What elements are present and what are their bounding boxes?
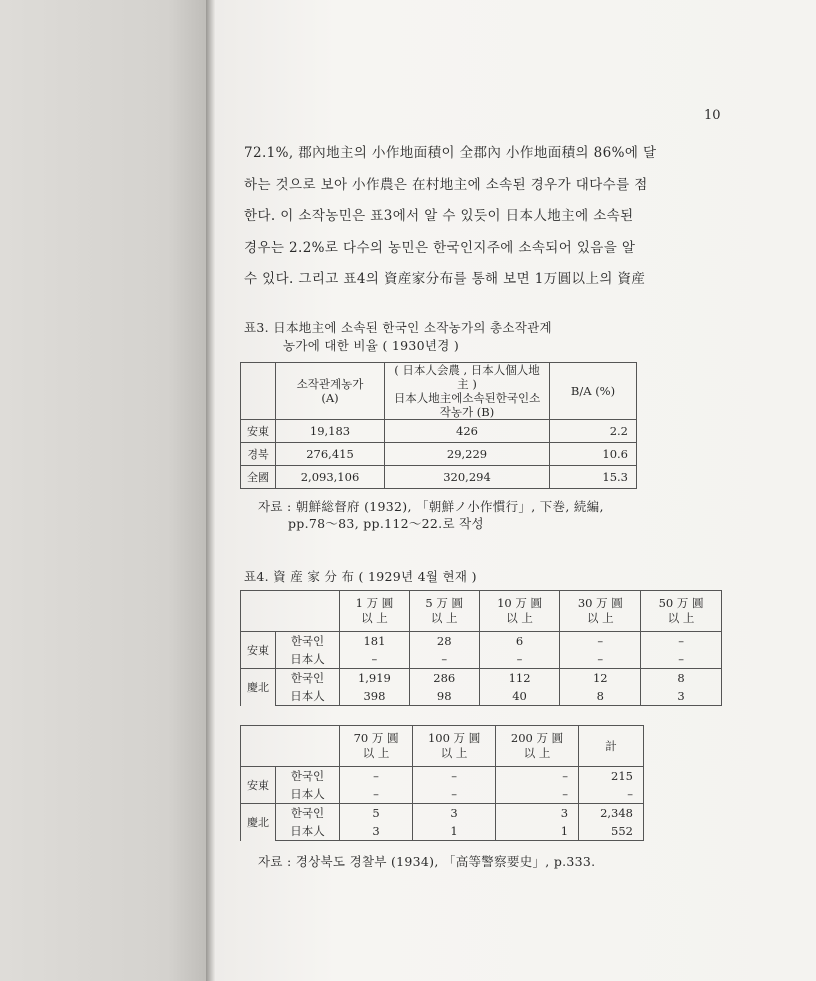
table3-source: 자료 : 朝鮮総督府 (1932), 「朝鮮ノ小作慣行」, 下巻, 続編,	[258, 499, 604, 514]
value-cell: 98	[409, 687, 479, 706]
value-cell: –	[579, 785, 644, 804]
region-cell: 安東	[241, 767, 276, 804]
header-text: 計	[605, 738, 617, 753]
table4-corner-cell	[241, 591, 340, 632]
value-cell: 181	[340, 632, 410, 651]
header-text: 日本人地主에소속된한국인소작농가 (B)	[393, 391, 541, 419]
paragraph-line: 72.1%, 郡內地主의 小作地面積이 全郡內 小作地面積의 86%에 달	[244, 145, 657, 161]
header-text: 10 万 圓	[497, 596, 543, 610]
table4b-corner-cell	[241, 726, 340, 767]
nationality-cell: 한국인	[276, 669, 340, 688]
table-row	[241, 822, 644, 841]
value-cell: 1,919	[340, 669, 410, 688]
value-cell: 28	[409, 632, 479, 651]
header-text: 以 上	[361, 611, 388, 625]
left-page-edge	[0, 0, 210, 981]
value-cell: –	[340, 767, 413, 786]
value-cell: 1	[413, 822, 496, 841]
value-cell: –	[560, 632, 641, 651]
value-cell: 29,229	[385, 443, 550, 466]
header-text: 50 万 圓	[658, 596, 704, 610]
header-text: 30 万 圓	[577, 596, 623, 610]
header-cell	[641, 591, 722, 632]
nationality-cell: 日本人	[276, 785, 340, 804]
header-cell	[496, 726, 579, 767]
value-cell: 3	[641, 687, 722, 706]
value-cell: –	[496, 785, 579, 804]
table4-part-b	[240, 725, 644, 841]
table-row	[241, 443, 637, 466]
header-text: 以 上	[667, 611, 695, 625]
value-cell: 2,348	[579, 804, 644, 823]
table4-header-row	[241, 591, 722, 632]
table3-header-row	[241, 363, 637, 420]
header-text: 100 万 圓	[427, 731, 481, 745]
region-cell: 慶北	[241, 669, 276, 706]
table3-header-b	[385, 363, 550, 420]
table4-part-a	[240, 590, 722, 706]
header-cell	[479, 591, 560, 632]
table-row	[241, 687, 722, 706]
table3-header-c: B/A (%)	[550, 363, 637, 420]
table-row	[241, 466, 637, 489]
table-row	[241, 669, 722, 688]
header-text: 以 上	[362, 746, 390, 760]
value-cell: 320,294	[385, 466, 550, 489]
paragraph-line: 수 있다. 그리고 표4의 資産家分布를 통해 보면 1万圓以上의 資産	[244, 271, 646, 287]
table4-caption: 표4. 資 産 家 分 布 ( 1929년 4월 현재 )	[244, 569, 477, 584]
header-cell	[340, 591, 410, 632]
value-cell: 398	[340, 687, 410, 706]
header-cell	[560, 591, 641, 632]
value-cell: 286	[409, 669, 479, 688]
table-row	[241, 650, 722, 669]
value-cell: –	[641, 650, 722, 669]
value-cell: 276,415	[276, 443, 385, 466]
table-row	[241, 767, 644, 786]
value-cell: –	[340, 650, 410, 669]
nationality-cell: 日本人	[276, 650, 340, 669]
table4b-header-row	[241, 726, 644, 767]
table-row	[241, 632, 722, 651]
value-cell: 15.3	[550, 466, 637, 489]
value-cell: 215	[579, 767, 644, 786]
header-text: 5 万 圓	[425, 596, 464, 610]
nationality-cell: 한국인	[276, 767, 340, 786]
region-cell: 慶北	[241, 804, 276, 841]
region-cell: 경북	[241, 443, 276, 466]
value-cell: 19,183	[276, 420, 385, 443]
header-text: 以 上	[506, 611, 533, 625]
value-cell: –	[409, 650, 479, 669]
table-row	[241, 420, 637, 443]
value-cell: 8	[560, 687, 641, 706]
value-cell: 2,093,106	[276, 466, 385, 489]
paragraph-line: 한다. 이 소작농민은 표3에서 알 수 있듯이 日本人地主에 소속된	[244, 208, 634, 224]
value-cell: 40	[479, 687, 560, 706]
value-cell: 426	[385, 420, 550, 443]
value-cell: –	[340, 785, 413, 804]
table3-header-a	[276, 363, 385, 420]
value-cell: 3	[413, 804, 496, 823]
page-number: 10	[704, 108, 721, 123]
value-cell: 552	[579, 822, 644, 841]
table3-caption-line2: 농가에 대한 비율 ( 1930년경 )	[283, 338, 460, 353]
body-paragraph	[244, 138, 734, 296]
header-text: 소작관계농가	[296, 377, 364, 391]
header-text: 70 万 圓	[353, 731, 399, 745]
table-row	[241, 804, 644, 823]
header-text: 以 上	[523, 746, 551, 760]
value-cell: 3	[340, 822, 413, 841]
nationality-cell: 한국인	[276, 804, 340, 823]
value-cell: –	[641, 632, 722, 651]
region-cell: 安東	[241, 420, 276, 443]
value-cell: 8	[641, 669, 722, 688]
value-cell: 10.6	[550, 443, 637, 466]
paragraph-line: 하는 것으로 보아 小作農은 在村地主에 소속된 경우가 대다수를 점	[244, 176, 648, 193]
nationality-cell: 한국인	[276, 632, 340, 651]
nationality-cell: 日本人	[276, 687, 340, 706]
header-text: 200 万 圓	[510, 731, 564, 745]
table3	[240, 362, 637, 489]
value-cell: –	[413, 767, 496, 786]
value-cell: –	[560, 650, 641, 669]
header-text: (A)	[321, 391, 339, 405]
table3-caption: 표3. 日本地主에 소속된 한국인 소작농가의 총소작관계	[244, 320, 552, 335]
header-text: 以 上	[440, 746, 468, 760]
table-row	[241, 785, 644, 804]
table3-corner-cell	[241, 363, 276, 420]
region-cell: 全國	[241, 466, 276, 489]
header-cell	[340, 726, 413, 767]
header-cell	[409, 591, 479, 632]
value-cell: 2.2	[550, 420, 637, 443]
nationality-cell: 日本人	[276, 822, 340, 841]
value-cell: 112	[479, 669, 560, 688]
table4-source: 자료 : 경상북도 경찰부 (1934), 「高等警察要史」, p.333.	[258, 854, 596, 869]
value-cell: 6	[479, 632, 560, 651]
header-cell	[579, 726, 644, 767]
value-cell: 5	[340, 804, 413, 823]
value-cell: –	[496, 767, 579, 786]
header-text: ( 日本人会農 , 日本人個人地主 )	[394, 363, 540, 391]
value-cell: 3	[496, 804, 579, 823]
table3-source-line2: pp.78〜83, pp.112〜22.로 작성	[288, 516, 484, 531]
region-cell: 安東	[241, 632, 276, 669]
header-text: 以 上	[430, 611, 458, 625]
value-cell: 1	[496, 822, 579, 841]
paragraph-line: 경우는 2.2%로 다수의 농민은 한국인지주에 소속되어 있음을 알	[244, 239, 636, 256]
value-cell: –	[479, 650, 560, 669]
header-text: 1 万 圓	[355, 596, 394, 610]
book-spine	[206, 0, 216, 981]
header-cell	[413, 726, 496, 767]
value-cell: 12	[560, 669, 641, 688]
header-text: 以 上	[586, 611, 614, 625]
value-cell: –	[413, 785, 496, 804]
